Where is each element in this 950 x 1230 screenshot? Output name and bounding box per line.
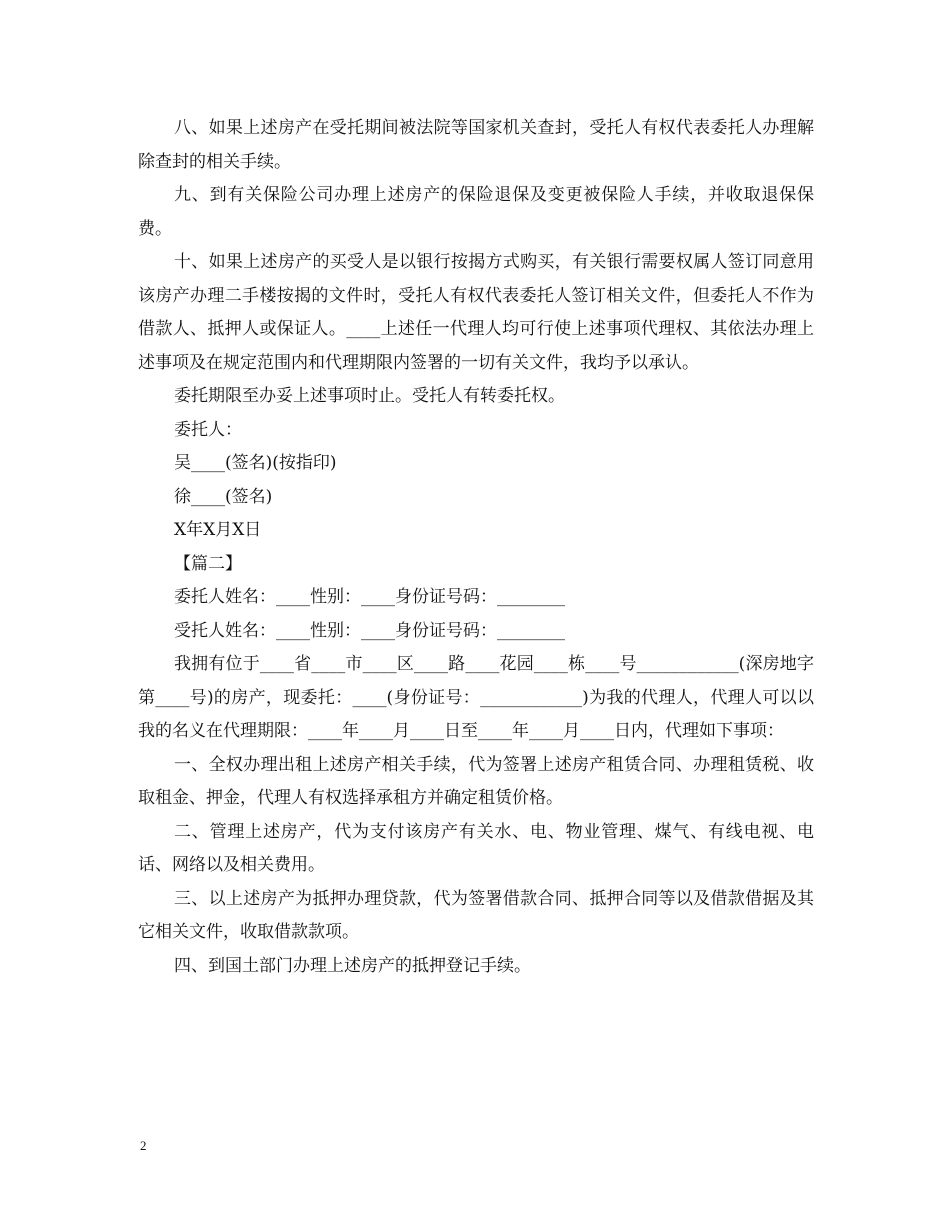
property-statement: 我拥有位于____省____市____区____路____花园____栋____号____________(深房地字第____号)的房产，现委托：____(身份证号：____________)为我的代理人，代理人可以以我的名义在代理期限：____年____月____日至____年____月____日内，代理如下事项： — [138, 654, 814, 741]
agent-info-line: 受托人姓名：____性别：____身份证号码：________ — [174, 620, 565, 641]
date-line: X年X月X日 — [174, 520, 262, 540]
paragraph-item-9: 九、到有关保险公司办理上述房产的保险退保及变更被保险人手续，并收取退保保费。 — [138, 185, 814, 239]
section-heading-part-two: 【篇二】 — [174, 553, 242, 574]
paragraph-item-2: 二、管理上述房产，代为支付该房产有关水、电、物业管理、煤气、有线电视、电话、网络以及相关费用。 — [138, 821, 814, 875]
paragraph-item-3: 三、以上述房产为抵押办理贷款，代为签署借款合同、抵押合同等以及借款借据及其它相关文件，收取借款款项。 — [138, 888, 814, 942]
principal-label: 委托人： — [174, 419, 242, 440]
paragraph-item-1: 一、全权办理出租上述房产相关手续，代为签署上述房产租赁合同、办理租赁税、收取租金、押金，代理人有权选择承租方并确定租赁价格。 — [138, 754, 814, 808]
signature-line-wu: 吴____(签名)(按指印) — [174, 453, 337, 473]
paragraph-item-8: 八、如果上述房产在受托期间被法院等国家机关查封，受托人有权代表委托人办理解除查封的相关手续。 — [138, 118, 814, 172]
paragraph-item-10: 十、如果上述房产的买受人是以银行按揭方式购买，有关银行需要权属人签订同意用该房产办理二手楼按揭的文件时，受托人有权代表委托人签订相关文件，但委托人不作为借款人、抵押人或保证人。____上述任一代理人均可行使上述事项代理权、其依法办理上述事项及在规定范围内和代理期限内签署的一切有关文件，我均予以承认。 — [138, 252, 814, 373]
delegation-term-line: 委托期限至办妥上述事项时止。受托人有转委托权。 — [174, 386, 565, 406]
signature-line-xu: 徐____(签名) — [174, 486, 273, 507]
paragraph-item-4: 四、到国土部门办理上述房产的抵押登记手续。 — [174, 955, 531, 976]
document-page — [138, 112, 814, 983]
principal-info-line: 委托人姓名：____性别：____身份证号码：________ — [174, 587, 565, 607]
page-number: 2 — [140, 1138, 147, 1153]
